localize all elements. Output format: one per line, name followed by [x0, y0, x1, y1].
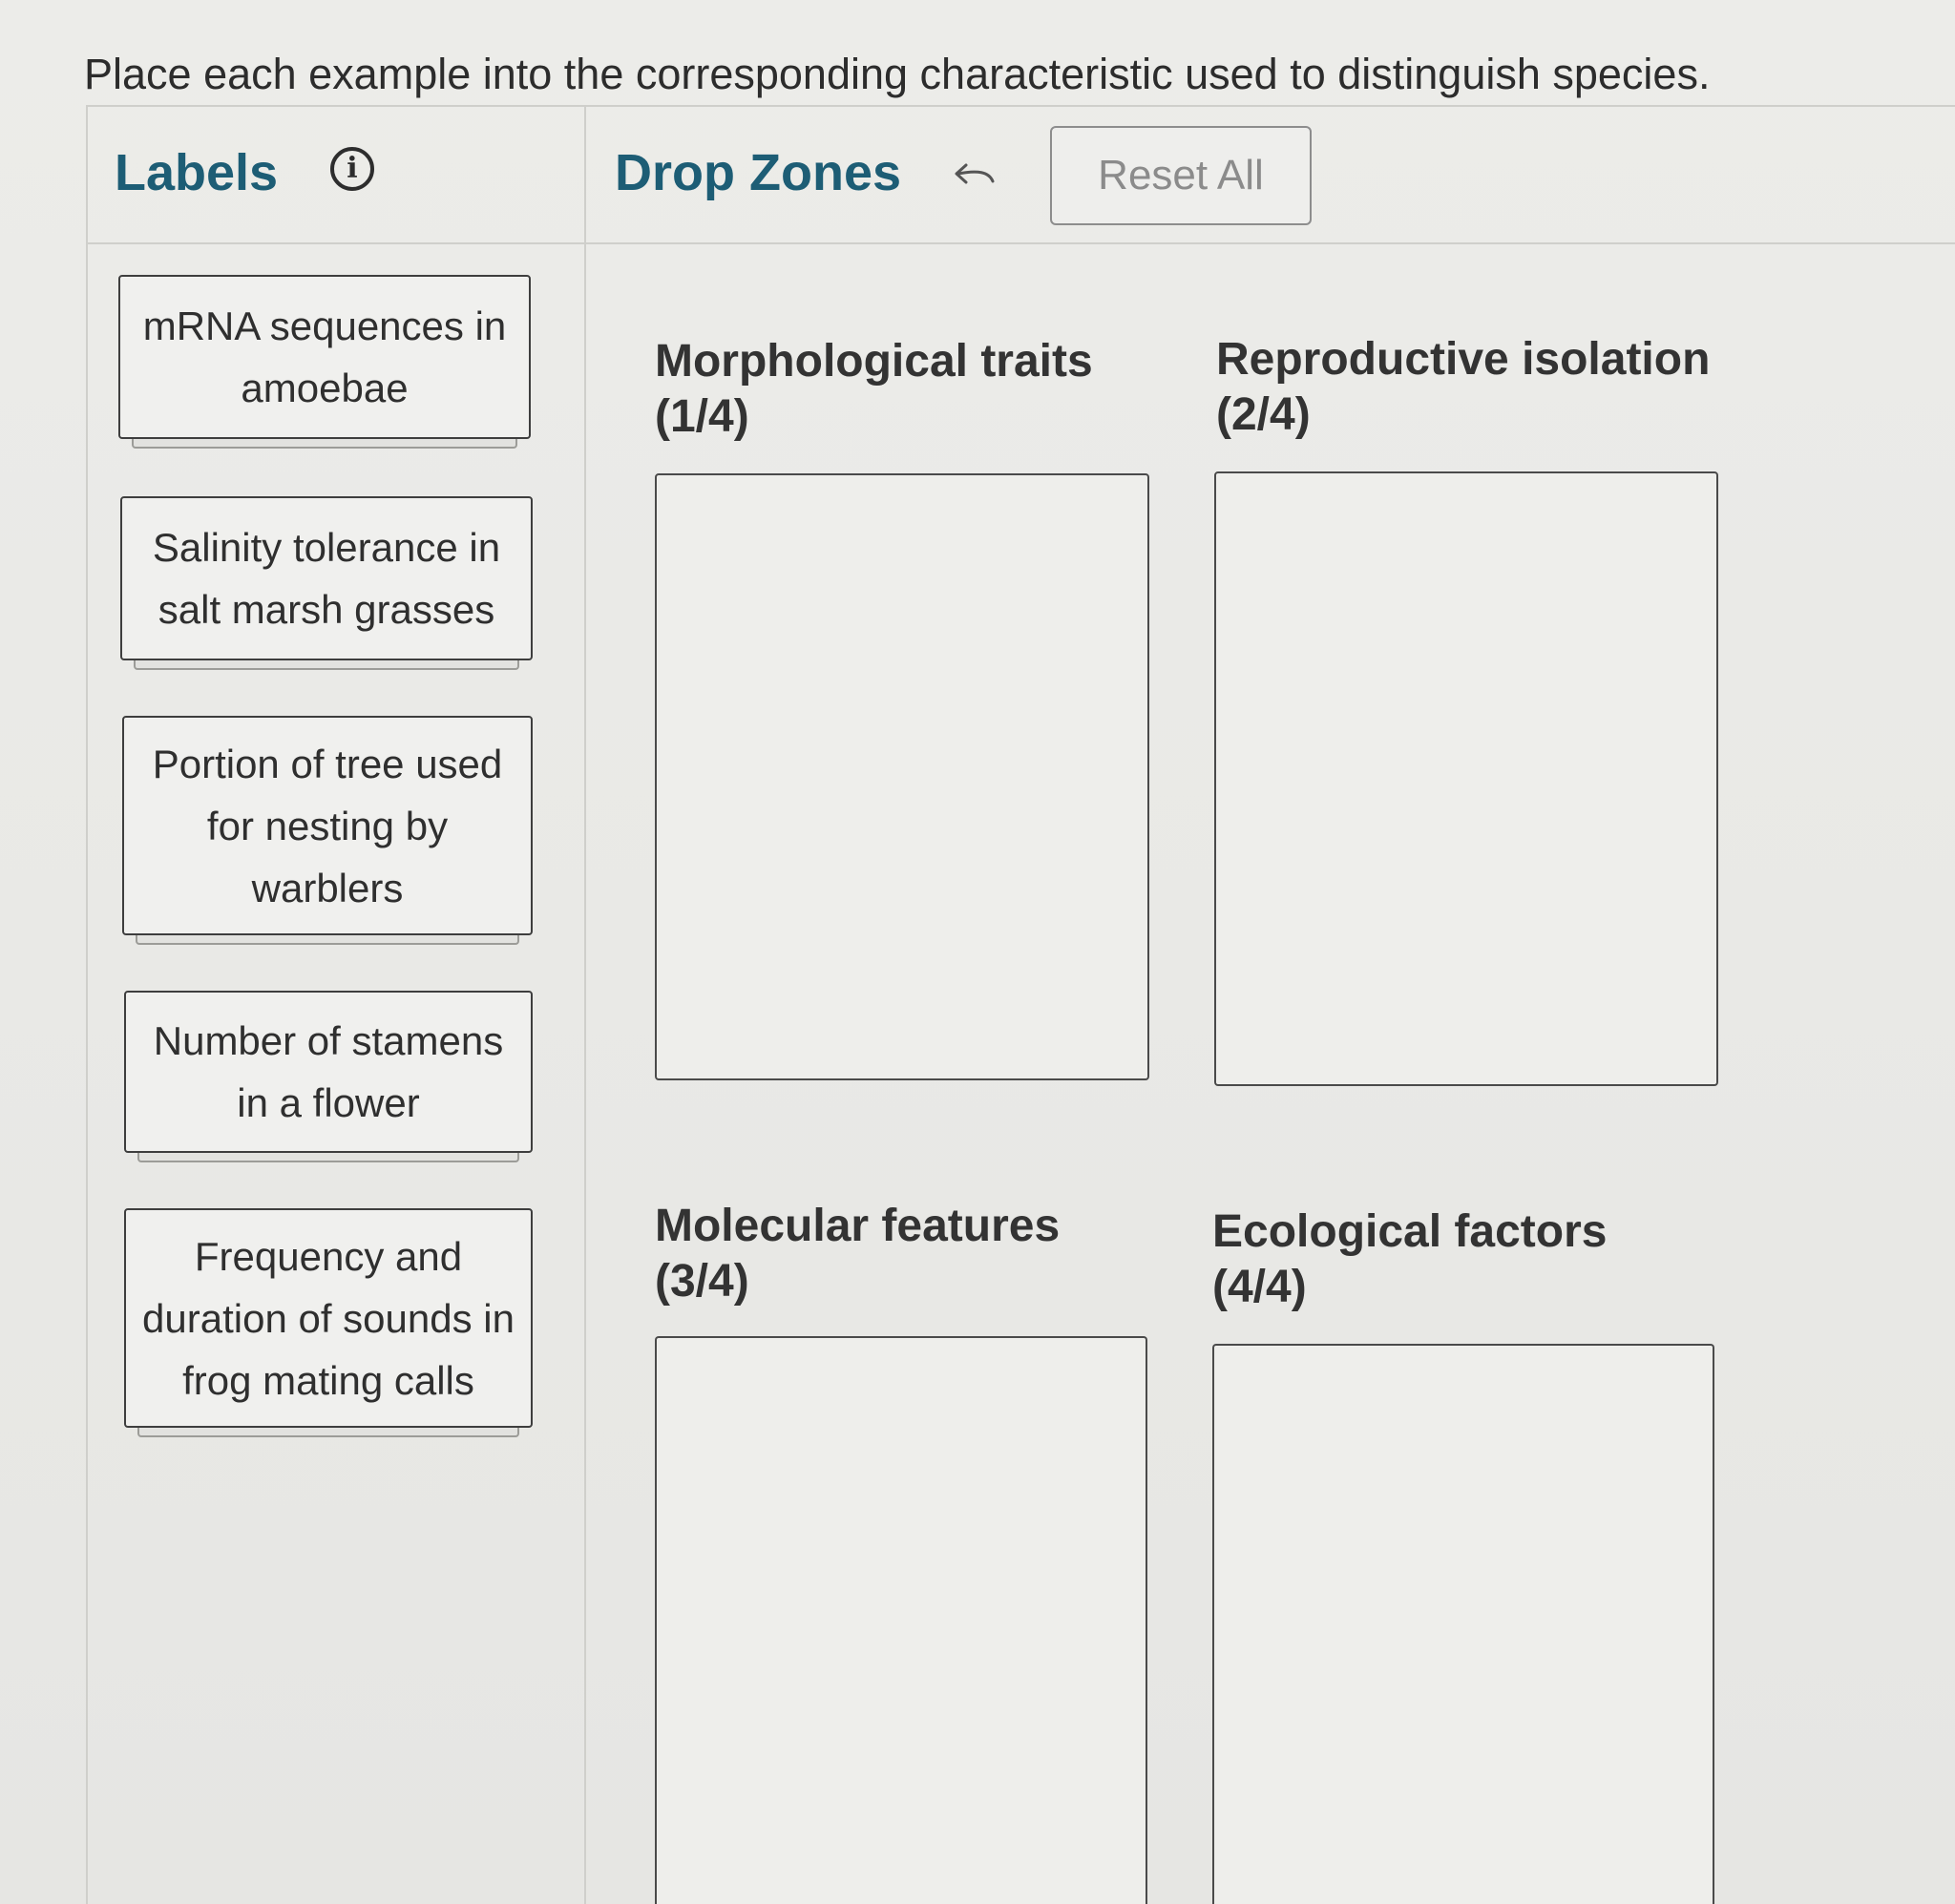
- label-card-stamens[interactable]: [124, 991, 533, 1153]
- drop-zone-reproductive[interactable]: [1214, 471, 1718, 1086]
- zone-title-molecular: [655, 1199, 1060, 1309]
- reset-all-button[interactable]: Reset All: [1050, 126, 1312, 225]
- label-card-text: Portion of tree used for nesting by warblers: [152, 741, 503, 910]
- drop-zone-morphological[interactable]: [655, 473, 1149, 1080]
- zone-count: (2/4): [1216, 389, 1311, 440]
- zone-name: Ecological factors: [1212, 1206, 1608, 1257]
- labels-heading: Labels: [115, 144, 279, 201]
- drop-zone-ecological[interactable]: [1212, 1344, 1714, 1904]
- label-card-text: Salinity tolerance in salt marsh grasses: [152, 525, 501, 632]
- zone-title-ecological: [1212, 1204, 1607, 1315]
- info-icon[interactable]: i: [330, 147, 374, 191]
- zone-count: (3/4): [655, 1256, 749, 1307]
- drop-zone-molecular[interactable]: [655, 1336, 1147, 1904]
- column-divider: [584, 107, 586, 1904]
- instructions-text: Place each example into the corresponding characteristic used to distinguish species.: [84, 50, 1711, 98]
- label-card-nesting[interactable]: [122, 716, 533, 935]
- label-card-text: Number of stamens in a flower: [153, 1018, 504, 1125]
- label-card-mrna[interactable]: [118, 275, 531, 439]
- zone-count: (4/4): [1212, 1262, 1307, 1312]
- zone-name: Molecular features: [655, 1201, 1061, 1251]
- label-card-frog-calls[interactable]: [124, 1208, 533, 1428]
- zone-name: Reproductive isolation: [1216, 334, 1711, 385]
- undo-arrow-icon[interactable]: [951, 158, 997, 193]
- zone-title-reproductive: [1216, 332, 1710, 443]
- label-card-salinity[interactable]: [120, 496, 533, 660]
- label-card-text: mRNA sequences in amoebae: [142, 303, 507, 410]
- zone-title-morphological: [655, 334, 1093, 445]
- zone-name: Morphological traits: [655, 336, 1093, 387]
- label-card-text: Frequency and duration of sounds in frog mating calls: [142, 1233, 515, 1403]
- zone-count: (1/4): [655, 391, 749, 442]
- drop-zones-heading: Drop Zones: [615, 144, 902, 201]
